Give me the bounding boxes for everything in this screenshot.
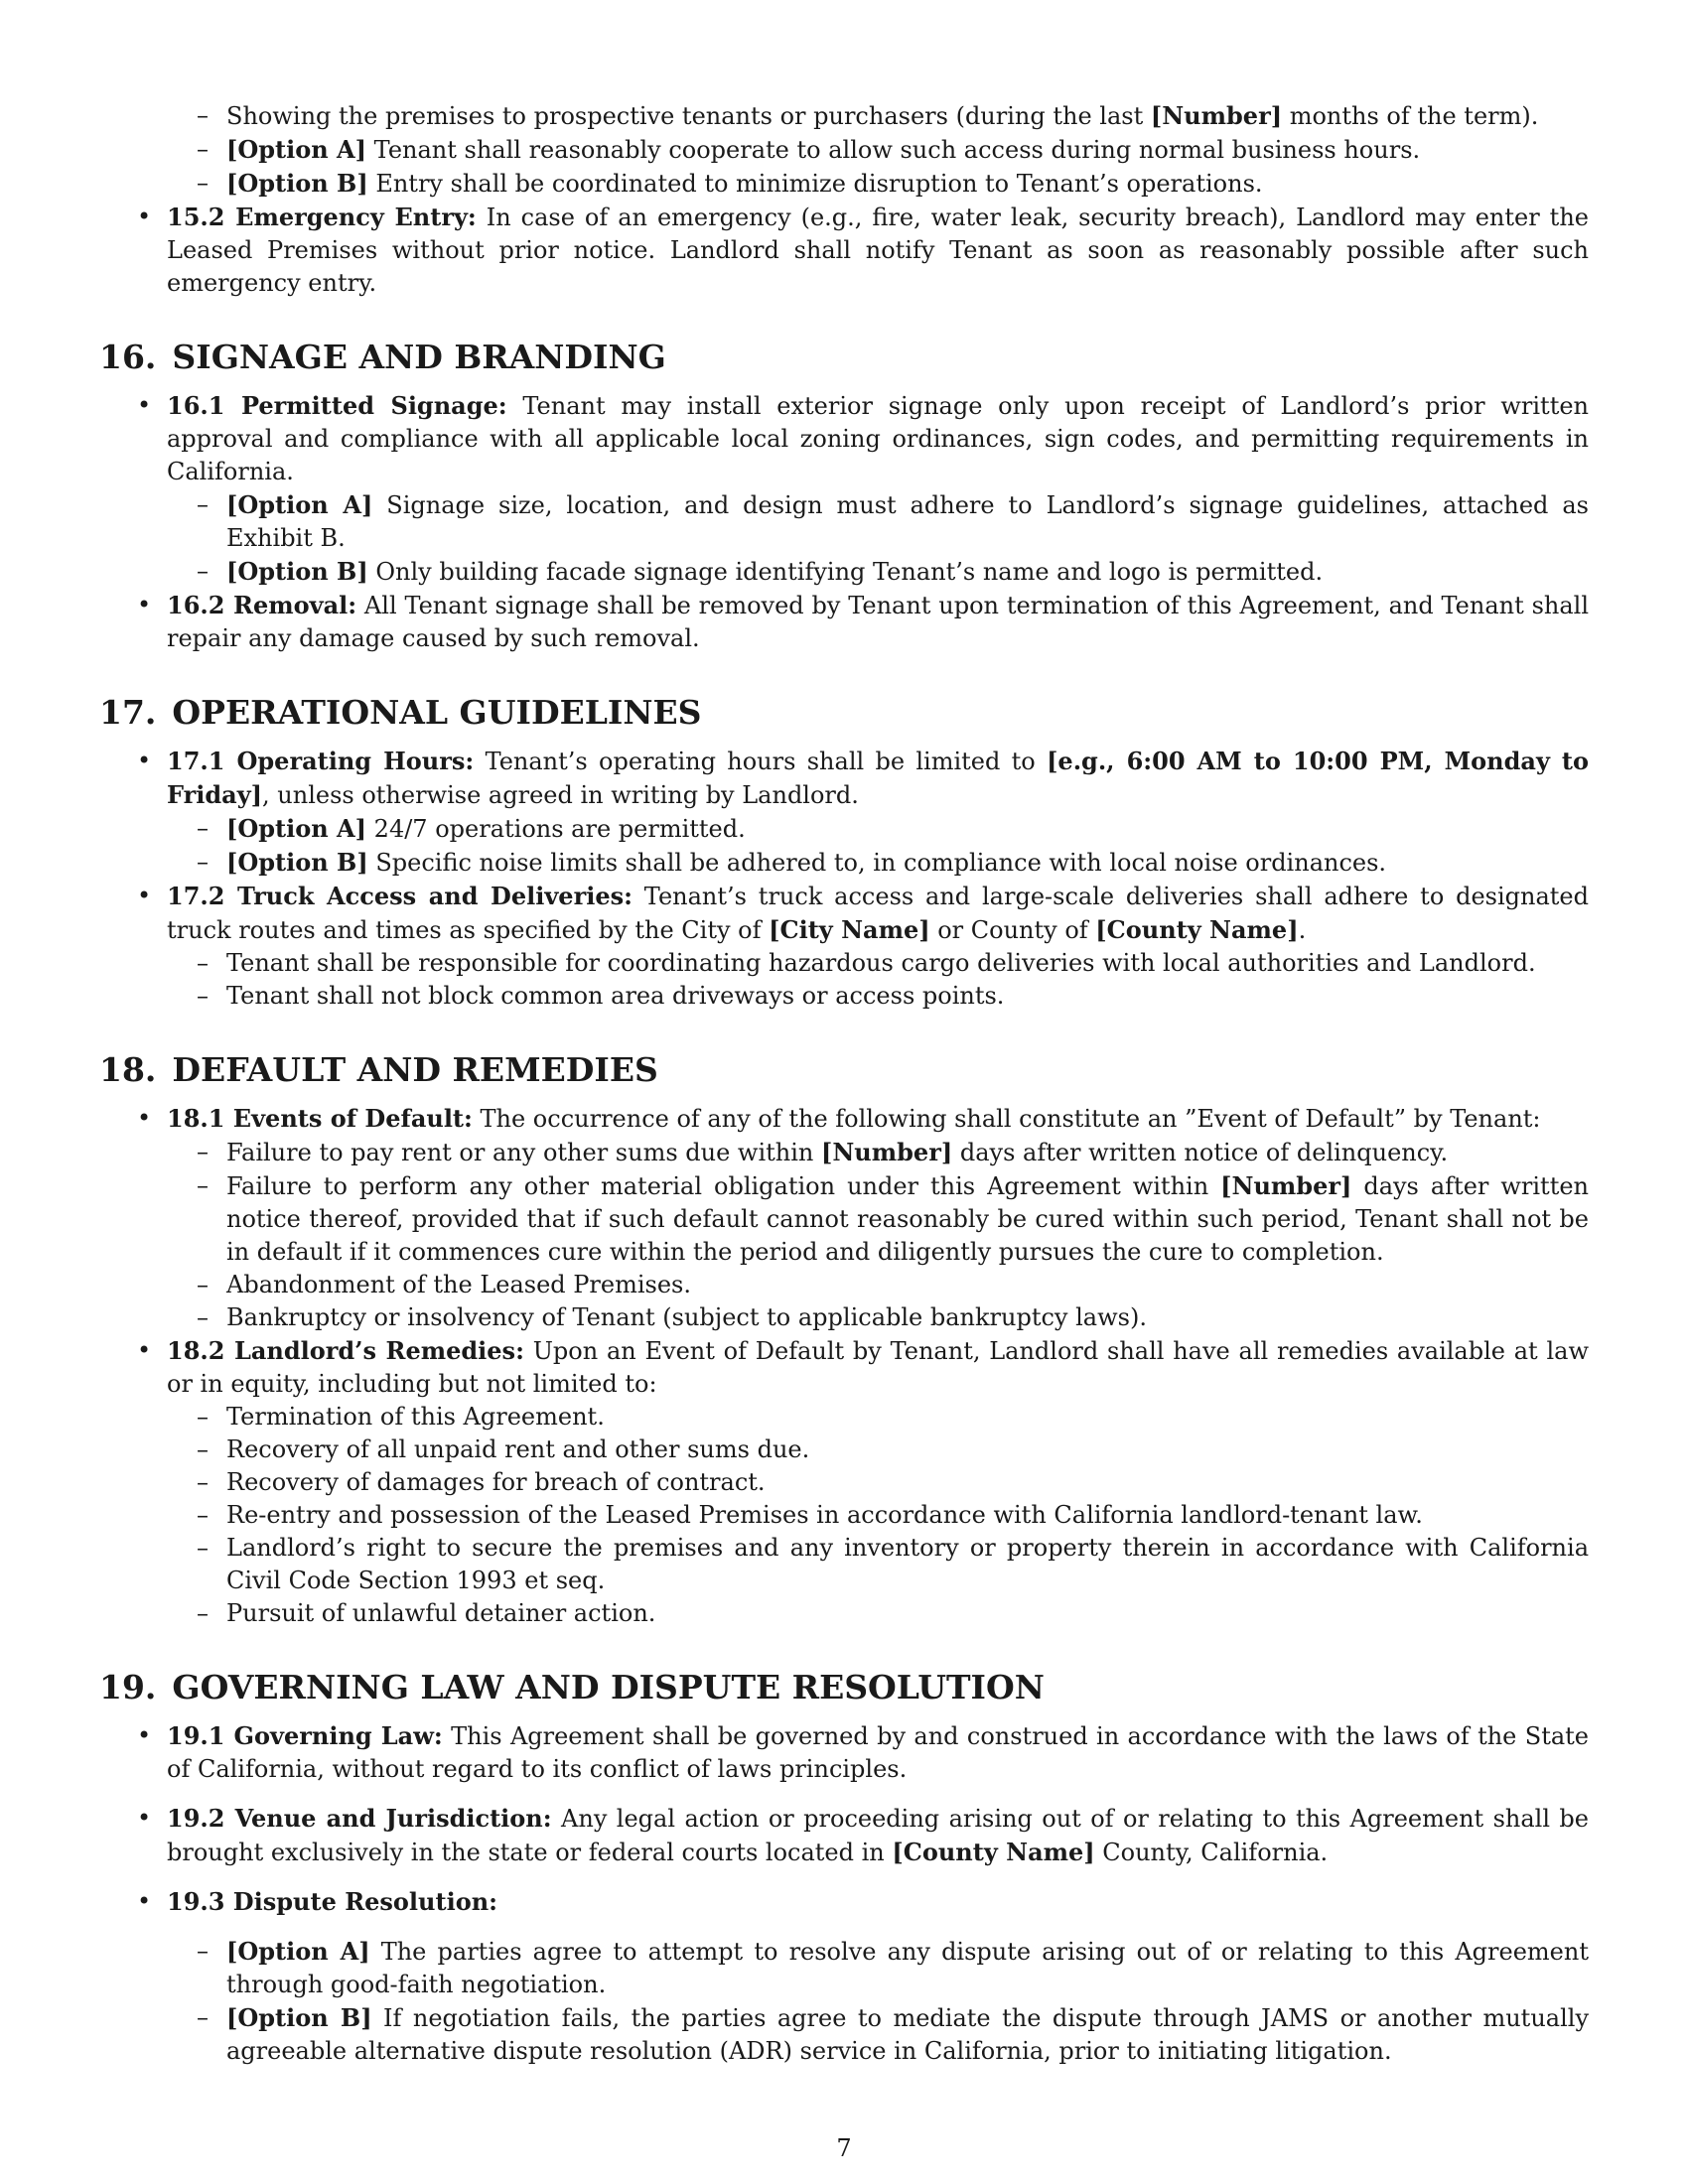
section: [99, 1668, 1589, 2068]
sub-clause-item: – Recovery of all unpaid rent and other sums due.: [167, 1433, 1589, 1466]
section: [99, 1050, 1589, 1630]
clause-label: 16.1 Permitted Signage:: [167, 391, 507, 420]
bold-placeholder: [Number]: [1150, 101, 1283, 130]
sub-clause-item: – Pursuit of unlawful detainer action.: [167, 1597, 1589, 1630]
sub-clause-item: – Bankruptcy or insolvency of Tenant (subject to applicable bankruptcy laws).: [167, 1301, 1589, 1334]
sub-clause-list: [167, 1136, 1589, 1334]
continued-sub-clause-list: [99, 99, 1589, 201]
bold-placeholder: [County Name]: [1095, 915, 1299, 944]
bold-placeholder: [Option A]: [226, 135, 367, 164]
bold-placeholder: [County Name]: [892, 1838, 1095, 1866]
bold-placeholder: [Option A]: [226, 490, 373, 519]
sub-clause-item: – [Option B] Entry shall be coordinated to minimize disruption to Tenant’s operations.: [99, 167, 1589, 201]
clause-item: • 19.1 Governing Law: This Agreement shall be governed by and construed in accordance with the laws of the State of California, without regard to its conflict of laws principles.: [99, 1719, 1589, 1786]
document-body: [99, 99, 1589, 2068]
bold-placeholder: [Option B]: [226, 169, 368, 198]
clause-label: 19.1 Governing Law:: [167, 1721, 443, 1750]
bold-placeholder: [Option B]: [226, 848, 368, 877]
sub-clause-item: – Tenant shall not block common area driveways or access points.: [167, 980, 1589, 1013]
bold-placeholder: [e.g., 6:00 AM to 10:00 PM, Monday to Friday]: [167, 747, 1590, 809]
clause-item: • 18.2 Landlord’s Remedies: Upon an Event of Default by Tenant, Landlord shall have all remedies available at law or in equity, including but not limited to: – Termination of this Agreement. – Recovery of all unpaid rent and other sums due. – Recovery of damages for breach of contract. – Re-entry and possession of the Leased Premises in accordance with California landlord-tenant law. – Landlord’s right to secure the premises and any inventory or property therein in accordance with California Civil Code Section 1993 et seq. – Pursuit of unlawful detainer action.: [99, 1334, 1589, 1630]
section-title: GOVERNING LAW AND DISPUTE RESOLUTION: [172, 1668, 1045, 1706]
clause-item: • 19.2 Venue and Jurisdiction: Any legal action or proceeding arising out of or relating to this Agreement shall be brought exclusively in the state or federal courts located in [County Name] County, California.: [99, 1802, 1589, 1869]
section-title: DEFAULT AND REMEDIES: [172, 1050, 658, 1089]
sub-clause-item: – Termination of this Agreement.: [167, 1401, 1589, 1433]
clause-label: 16.2 Removal:: [167, 591, 357, 619]
sub-clause-item: – [Option A] Tenant shall reasonably cooperate to allow such access during normal business hours.: [99, 133, 1589, 167]
section-heading: [99, 1050, 1589, 1090]
sub-clause-item: – [Option A] 24/7 operations are permitted.: [167, 812, 1589, 846]
sub-clause-item: – Showing the premises to prospective tenants or purchasers (during the last [Number] months of the term).: [99, 99, 1589, 133]
sub-clause-item: – Abandonment of the Leased Premises.: [167, 1269, 1589, 1301]
clause-label: 18.1 Events of Default:: [167, 1104, 473, 1133]
section-title: OPERATIONAL GUIDELINES: [172, 693, 702, 732]
clause-list: [99, 201, 1589, 300]
clause-label: 19.2 Venue and Jurisdiction:: [167, 1804, 552, 1833]
clause-item: • 17.2 Truck Access and Deliveries: Tenant’s truck access and large-scale deliveries shall adhere to designated truck routes and times as specified by the City of [City Name] or County of [County Name]. – Tenant shall be responsible for coordinating hazardous cargo deliveries with local authorities and Landlord. – Tenant shall not block common area driveways or access points.: [99, 880, 1589, 1013]
clause-list: [99, 1102, 1589, 1630]
section-number: 17.: [99, 693, 157, 732]
clause-list: [99, 389, 1589, 655]
section-heading: [99, 693, 1589, 733]
sub-clause-item: – Failure to pay rent or any other sums due within [Number] days after written notice of delinquency.: [167, 1136, 1589, 1169]
sub-clause-item: – [Option A] Signage size, location, and design must adhere to Landlord’s signage guidelines, attached as Exhibit B.: [167, 488, 1589, 555]
sub-clause-list: [167, 812, 1589, 880]
bold-placeholder: [City Name]: [769, 915, 930, 944]
section-heading: [99, 1668, 1589, 1707]
clause-item: [99, 1885, 1589, 2068]
sub-clause-item: – Landlord’s right to secure the premises and any inventory or property therein in accordance with California Civil Code Section 1993 et seq.: [167, 1532, 1589, 1597]
sub-clause-list: [167, 947, 1589, 1013]
section-heading: [99, 338, 1589, 377]
sub-clause-item: – Failure to perform any other material obligation under this Agreement within [Number] days after written notice thereof, provided that if such default cannot reasonably be cured within such period, Tenant shall not be in default if it commences cure within the period and diligently pursues the cure to completion.: [167, 1169, 1589, 1269]
clause-item: • 16.1 Permitted Signage: Tenant may install exterior signage only upon receipt of Landlord’s prior written approval and compliance with all applicable local zoning ordinances, sign codes, and permitting requirements in California. – [Option A] Signage size, location, and design must adhere to Landlord’s signage guidelines, attached as Exhibit B. – [Option B] Only building facade signage identifying Tenant’s name and logo is permitted.: [99, 389, 1589, 589]
page-number: 7: [836, 2134, 852, 2162]
bold-placeholder: [Number]: [821, 1138, 953, 1166]
section-number: 19.: [99, 1668, 157, 1706]
sub-clause-list: [167, 1935, 1589, 2068]
clause-item: • 16.2 Removal: All Tenant signage shall be removed by Tenant upon termination of this Agreement, and Tenant shall repair any damage caused by such removal.: [99, 589, 1589, 655]
clause-item: • 17.1 Operating Hours: Tenant’s operating hours shall be limited to [e.g., 6:00 AM to 10:00 PM, Monday to Friday], unless otherwise agreed in writing by Landlord. – [Option A] 24/7 operations are permitted. – [Option B] Specific noise limits shall be adhered to, in compliance with local noise ordinances.: [99, 745, 1589, 880]
section: [99, 338, 1589, 655]
bold-placeholder: [Option A]: [226, 1937, 370, 1966]
clause-label: 19.3 Dispute Resolution:: [167, 1887, 498, 1916]
clause-item: • 18.1 Events of Default: The occurrence of any of the following shall constitute an ”Event of Default” by Tenant: – Failure to pay rent or any other sums due within [Number] days after written notice of delinquency. – Failure to perform any other material obligation under this Agreement within [Number] days after written notice thereof, provided that if such default cannot reasonably be cured within such period, Tenant shall not be in default if it commences cure within the period and diligently pursues the cure to completion. – Abandonment of the Leased Premises. – Bankruptcy or insolvency of Tenant (subject to applicable bankruptcy laws).: [99, 1102, 1589, 1334]
clause-list: [99, 1719, 1589, 2068]
bold-placeholder: [Number]: [1220, 1171, 1352, 1200]
section: [99, 693, 1589, 1013]
clause-item: • 15.2 Emergency Entry: In case of an emergency (e.g., fire, water leak, security breach), Landlord may enter the Leased Premises without prior notice. Landlord shall notify Tenant as soon as reasonably possible after such emergency entry.: [99, 201, 1589, 300]
section-number: 18.: [99, 1050, 157, 1089]
section-title: SIGNAGE AND BRANDING: [172, 338, 666, 376]
sub-clause-item: – [Option B] Specific noise limits shall be adhered to, in compliance with local noise ordinances.: [167, 846, 1589, 880]
clause-label: 17.2 Truck Access and Deliveries:: [167, 882, 633, 910]
sub-clause-item: – [Option A] The parties agree to attempt to resolve any dispute arising out of or relating to this Agreement through good-faith negotiation.: [167, 1935, 1589, 2001]
bold-placeholder: [Option A]: [226, 814, 367, 843]
sub-clause-list: [167, 1401, 1589, 1630]
sub-clause-item: – Recovery of damages for breach of contract.: [167, 1466, 1589, 1499]
sub-clause-item: – Re-entry and possession of the Leased Premises in accordance with California landlord-tenant law.: [167, 1499, 1589, 1532]
clause-label: 15.2 Emergency Entry:: [167, 203, 477, 231]
clause-label: 17.1 Operating Hours:: [167, 747, 475, 775]
clause-label: 18.2 Landlord’s Remedies:: [167, 1336, 524, 1365]
sub-clause-item: – [Option B] If negotiation fails, the parties agree to mediate the dispute through JAMS or another mutually agreeable alternative dispute resolution (ADR) service in California, prior to initiating litigation.: [167, 2001, 1589, 2068]
sub-clause-list: [167, 488, 1589, 589]
clause-list: [99, 745, 1589, 1013]
section-number: 16.: [99, 338, 157, 376]
bold-placeholder: [Option B]: [226, 557, 368, 586]
sub-clause-item: – Tenant shall be responsible for coordinating hazardous cargo deliveries with local authorities and Landlord.: [167, 947, 1589, 980]
bold-placeholder: [Option B]: [226, 2003, 372, 2032]
sub-clause-item: – [Option B] Only building facade signage identifying Tenant’s name and logo is permitted.: [167, 555, 1589, 589]
